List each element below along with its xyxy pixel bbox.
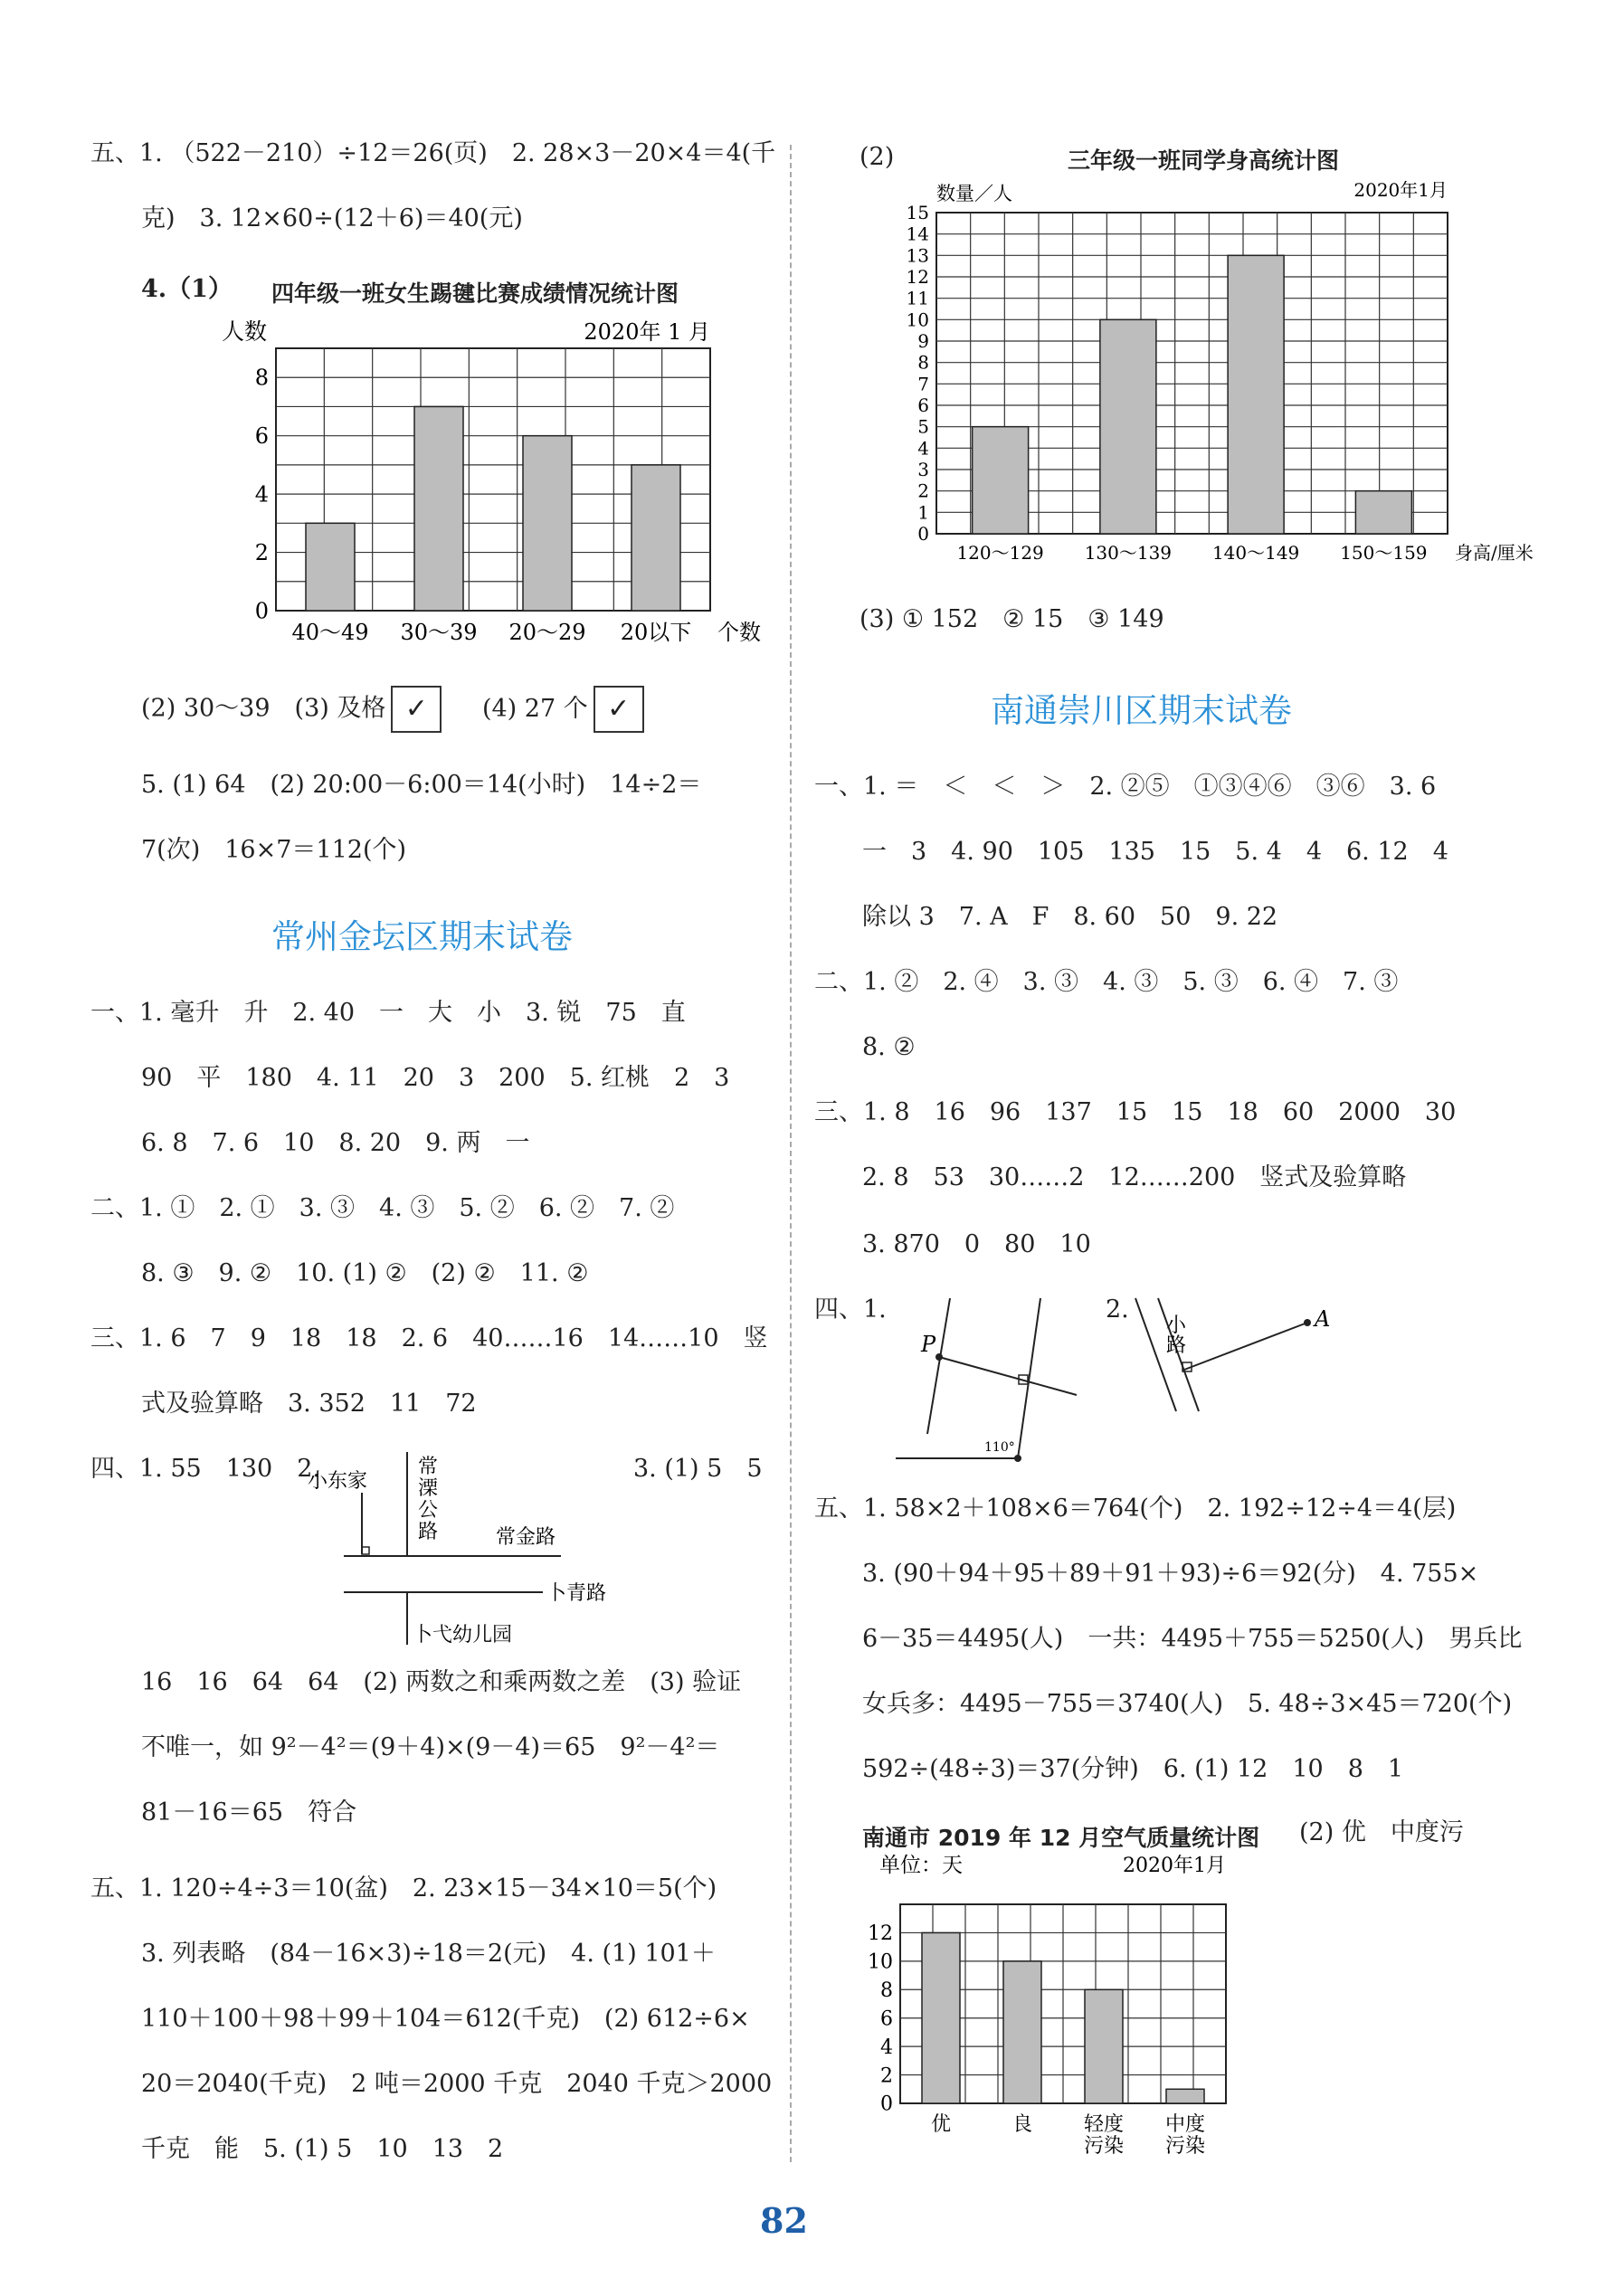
answer-line: (3) ① 152 ② 15 ③ 149 bbox=[859, 605, 1164, 633]
answer-line: 不唯一，如 9²－4²＝(9＋4)×(9－4)＝65 9²－4²＝ bbox=[141, 1733, 720, 1761]
perpendicular-line bbox=[1184, 1323, 1307, 1370]
y-tick-label: 15 bbox=[906, 202, 929, 223]
x-tick-label: 20以下 bbox=[620, 620, 692, 645]
answer-line: 20＝2040(千克) 2 吨＝2000 千克 2040 千克＞2000 bbox=[141, 2070, 773, 2098]
bar bbox=[632, 465, 680, 611]
x-tick-label: 150～159 bbox=[1340, 542, 1428, 564]
checkmark-box bbox=[594, 686, 644, 733]
bar bbox=[973, 427, 1029, 534]
y-tick-label: 2 bbox=[254, 539, 269, 565]
bar bbox=[306, 523, 355, 611]
answer-line: 8. ② bbox=[862, 1033, 916, 1061]
answer-line: 6－35＝4495(人) 一共：4495＋755＝5250(人) 男兵比 bbox=[862, 1625, 1523, 1653]
road-label: 小路 bbox=[1166, 1314, 1187, 1357]
x-tick-label: 优 bbox=[930, 2113, 952, 2136]
y-tick-label: 6 bbox=[880, 2007, 893, 2031]
check-icon: ✓ bbox=[404, 693, 428, 725]
y-tick-label: 14 bbox=[906, 223, 929, 245]
answer-line: 8. ③ 9. ② 10. (1) ② (2) ② 11. ② bbox=[141, 1259, 589, 1287]
x-tick-label: 120～129 bbox=[956, 542, 1044, 564]
map-label: 小东家 bbox=[308, 1470, 368, 1493]
answer-text: (2) 30～39 (3) 及格 bbox=[141, 694, 386, 723]
point-a bbox=[1304, 1319, 1311, 1326]
exam-title: 常州金坛区期末试卷 bbox=[271, 917, 573, 956]
chart-title: 三年级一班同学身高统计图 bbox=[1068, 147, 1340, 174]
y-tick-label: 4 bbox=[917, 437, 929, 460]
point-label: P bbox=[921, 1332, 936, 1357]
map-label: 卜青路 bbox=[546, 1582, 607, 1605]
y-tick-label: 2 bbox=[880, 2064, 893, 2088]
answer-line: 二、1. ① 2. ① 3. ③ 4. ③ 5. ② 6. ② 7. ② bbox=[90, 1194, 675, 1222]
y-tick-label: 8 bbox=[254, 365, 269, 391]
answer-line: 五、1. （522－210）÷12＝26(页) 2. 28×3－20×4＝4(千 bbox=[90, 139, 776, 167]
answer-line: 2. 8 53 30……2 12……200 竖式及验算略 bbox=[862, 1163, 1407, 1191]
y-axis-label: 数量／人 bbox=[936, 183, 1012, 204]
answer-line: 90 平 180 4. 11 20 3 200 5. 红桃 2 3 bbox=[141, 1064, 730, 1092]
answer-line: (2) 优 中度污 bbox=[1299, 1818, 1464, 1846]
answer-line: 2. bbox=[1106, 1295, 1129, 1324]
x-tick-label: 轻度 bbox=[1083, 2113, 1125, 2136]
y-tick-label: 5 bbox=[917, 415, 929, 438]
y-tick-label: 11 bbox=[906, 287, 929, 309]
chart-student-height bbox=[905, 176, 1538, 574]
y-axis-label: 单位：天 bbox=[879, 1854, 963, 1877]
answer-line: 一、1. ＝ ＜ ＜ ＞ 2. ②⑤ ①③④⑥ ③⑥ 3. 6 bbox=[814, 773, 1437, 801]
y-tick-label: 9 bbox=[917, 330, 929, 352]
answer-line: 五、1. 120÷4÷3＝10(盆) 2. 23×15－34×10＝5(个) bbox=[90, 1874, 717, 1903]
y-tick-label: 4 bbox=[880, 2036, 893, 2059]
answer-line: 千克 能 5. (1) 5 10 13 2 bbox=[141, 2135, 504, 2163]
answer-line: 81－16＝65 符合 bbox=[141, 1798, 357, 1827]
answer-line: 3. 列表略 (84－16×3)÷18＝2(元) 4. (1) 101＋ bbox=[141, 1940, 716, 1968]
bar bbox=[1085, 1989, 1123, 2103]
chart-date: 2020年1月 bbox=[1123, 1855, 1226, 1877]
y-tick-label: 7 bbox=[917, 373, 929, 395]
bar bbox=[1166, 2089, 1204, 2103]
x-tick-label: 40～49 bbox=[291, 620, 369, 645]
answer-line: 克) 3. 12×60÷(12＋6)＝40(元) bbox=[141, 204, 523, 232]
answer-line: 一 3 4. 90 105 135 15 5. 4 4 6. 12 4 bbox=[862, 838, 1448, 866]
answer-line: 5. (1) 64 (2) 20:00－6:00＝14(小时) 14÷2＝ bbox=[141, 771, 702, 799]
chart-girls-shuttlecock bbox=[208, 312, 769, 647]
y-tick-label: 8 bbox=[880, 1979, 893, 2002]
chart-title: 四年级一班女生踢毽比赛成绩情况统计图 bbox=[271, 280, 679, 307]
y-tick-label: 4 bbox=[254, 481, 269, 508]
y-tick-label: 6 bbox=[917, 394, 929, 416]
bar bbox=[922, 1932, 960, 2103]
map-label: 常溧公路 bbox=[418, 1456, 439, 1543]
bar bbox=[1003, 1961, 1041, 2103]
perpendicular-line bbox=[939, 1357, 1077, 1395]
chart-date: 2020年1月 bbox=[1353, 179, 1448, 201]
point bbox=[1014, 1455, 1021, 1462]
answer-line bbox=[141, 686, 644, 733]
y-tick-label: 10 bbox=[906, 308, 929, 331]
x-tick-label: 中度 bbox=[1164, 2113, 1206, 2136]
map-label: 常金路 bbox=[496, 1526, 556, 1549]
map-label: 卜弋幼儿园 bbox=[413, 1624, 513, 1646]
point-p bbox=[935, 1353, 943, 1361]
answer-line: 3. (1) 5 5 bbox=[633, 1455, 763, 1483]
y-tick-label: 13 bbox=[906, 244, 929, 267]
chart-title: 南通市 2019 年 12 月空气质量统计图 bbox=[862, 1825, 1260, 1851]
y-tick-label: 8 bbox=[917, 351, 929, 374]
line bbox=[1018, 1298, 1040, 1458]
chart-air-quality bbox=[859, 1850, 1285, 2167]
x-tick-label: 污染 bbox=[1164, 2135, 1206, 2158]
chart-date: 2020年 1 月 bbox=[584, 319, 710, 345]
x-tick-label: 污染 bbox=[1083, 2135, 1125, 2158]
bar bbox=[1228, 255, 1284, 534]
y-tick-label: 6 bbox=[254, 423, 269, 450]
point-label: A bbox=[1315, 1306, 1331, 1332]
answer-line: 592÷(48÷3)＝37(分钟) 6. (1) 12 10 8 1 bbox=[862, 1755, 1404, 1783]
y-tick-label: 12 bbox=[868, 1922, 893, 1946]
y-tick-label: 12 bbox=[906, 266, 929, 288]
bar bbox=[1100, 319, 1156, 534]
y-tick-label: 0 bbox=[880, 2092, 893, 2116]
x-tick-label: 130～139 bbox=[1084, 542, 1173, 564]
answer-line: 6. 8 7. 6 10 8. 20 9. 两 一 bbox=[141, 1129, 530, 1157]
y-tick-label: 3 bbox=[917, 459, 929, 480]
answer-line: 三、1. 8 16 96 137 15 15 18 60 2000 30 bbox=[814, 1098, 1457, 1126]
y-tick-label: 0 bbox=[917, 523, 929, 545]
geometry-figure-1 bbox=[887, 1294, 1095, 1466]
x-tick-label: 30～39 bbox=[400, 620, 478, 645]
x-tick-label: 良 bbox=[1011, 2113, 1033, 2136]
question-number: (2) bbox=[859, 143, 895, 171]
answer-line: 7(次) 16×7＝112(个) bbox=[141, 836, 407, 864]
answer-line: 一、1. 毫升 升 2. 40 一 大 小 3. 锐 75 直 bbox=[90, 999, 686, 1027]
check-icon: ✓ bbox=[607, 693, 631, 725]
answer-line: 三、1. 6 7 9 18 18 2. 6 40……16 14……10 竖 bbox=[90, 1324, 768, 1352]
y-tick-label: 2 bbox=[917, 479, 929, 502]
answer-line: 二、1. ② 2. ④ 3. ③ 4. ③ 5. ③ 6. ④ 7. ③ bbox=[814, 968, 1399, 996]
answer-line: 四、1. 55 130 2. bbox=[90, 1455, 320, 1483]
x-tick-label: 20～29 bbox=[508, 620, 586, 645]
right-angle-mark bbox=[362, 1547, 369, 1554]
y-tick-label: 10 bbox=[868, 1950, 893, 1974]
answer-line: 女兵多：4495－755＝3740(人) 5. 48÷3×45＝720(个) bbox=[862, 1690, 1513, 1718]
line bbox=[927, 1298, 950, 1434]
column-divider bbox=[790, 145, 792, 2162]
exam-title: 南通崇川区期末试卷 bbox=[991, 691, 1292, 730]
x-tick-label: 140～149 bbox=[1211, 542, 1300, 564]
bar bbox=[414, 406, 463, 611]
question-number: 4.（1） bbox=[141, 275, 233, 303]
x-axis-label: 个数 bbox=[717, 620, 761, 645]
answer-line: 四、1. bbox=[814, 1295, 887, 1324]
map-diagram bbox=[299, 1447, 642, 1665]
answer-text: (4) 27 个 bbox=[481, 694, 588, 723]
answer-line: 3. 870 0 80 10 bbox=[862, 1230, 1091, 1258]
answer-line: 3. (90＋94＋95＋89＋91＋93)÷6＝92(分) 4. 755× bbox=[862, 1560, 1479, 1588]
answer-line: 除以 3 7. A F 8. 60 50 9. 22 bbox=[862, 903, 1278, 931]
geometry-figure-2 bbox=[1126, 1294, 1344, 1429]
page-number: 82 bbox=[760, 2200, 808, 2241]
checkmark-box bbox=[391, 686, 442, 733]
x-axis-label: 身高/厘米 bbox=[1455, 542, 1534, 564]
bar bbox=[1355, 491, 1411, 534]
bar bbox=[523, 436, 572, 611]
y-tick-label: 1 bbox=[917, 501, 929, 524]
answer-line: 110＋100＋98＋99＋104＝612(千克) (2) 612÷6× bbox=[141, 2005, 750, 2033]
answer-line: 五、1. 58×2＋108×6＝764(个) 2. 192÷12÷4＝4(层) bbox=[814, 1495, 1457, 1523]
y-tick-label: 0 bbox=[254, 598, 269, 624]
answer-line: 16 16 64 64 (2) 两数之和乘两数之差 (3) 验证 bbox=[141, 1668, 742, 1696]
angle-label: 110° bbox=[984, 1440, 1015, 1455]
y-axis-label: 人数 bbox=[222, 318, 268, 345]
answer-line: 式及验算略 3. 352 11 72 bbox=[141, 1390, 477, 1418]
